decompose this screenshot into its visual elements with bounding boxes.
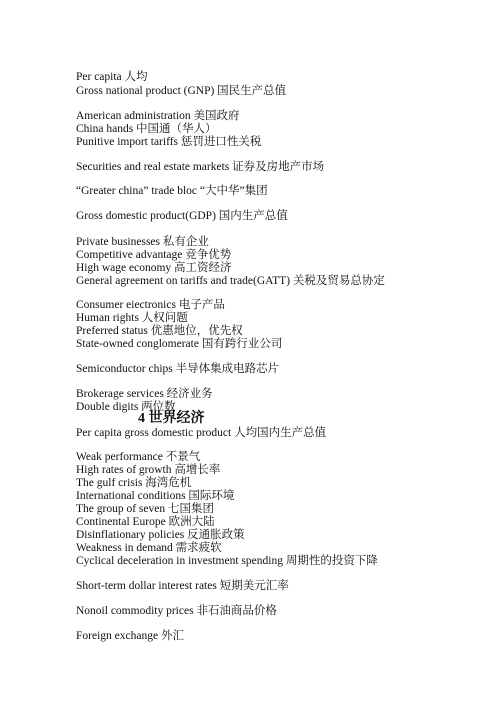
vocab-entry: Per capita 人均 — [76, 71, 148, 83]
vocab-entry: Human rights 人权问题 — [76, 312, 188, 324]
section-heading: 4 世界经济 — [138, 411, 205, 426]
vocab-entry: China hands 中国通（华人） — [76, 123, 217, 135]
vocab-entry: High wage economy 高工资经济 — [76, 262, 232, 274]
vocab-entry: Continental Europe 欧洲大陆 — [76, 516, 215, 528]
vocab-entry: Consumer eiectronics 电子产品 — [76, 299, 225, 311]
vocab-entry: Disinflationary policies 反通胀政策 — [76, 529, 245, 541]
vocab-entry: Semiconductor chips 半导体集成电路芯片 — [76, 363, 280, 375]
vocab-entry: Competitive advantage 竞争优势 — [76, 249, 232, 261]
vocab-entry: General agreement on tariffs and trade(GATT) 关税及贸易总协定 — [76, 275, 385, 287]
vocab-entry: High rates of growth 高增长率 — [76, 464, 221, 476]
vocab-entry: Gross domestic product(GDP) 国内生产总值 — [76, 210, 288, 222]
vocab-entry: Preferred status 优惠地位，优先权 — [76, 325, 243, 337]
vocab-entry: Per capita gross domestic product 人均国内生产总值 — [76, 427, 327, 439]
vocab-entry: Weak performance 不景气 — [76, 451, 201, 463]
vocab-entry: Brokerage services 经济业务 — [76, 388, 213, 400]
vocab-entry: State-owned conglomerate 国有跨行业公司 — [76, 338, 283, 350]
vocab-entry: Securities and real estate markets 证券及房地产市场 — [76, 161, 325, 173]
vocab-entry: The group of seven 七国集团 — [76, 503, 214, 515]
vocab-entry: Gross national product (GNP) 国民生产总值 — [76, 85, 287, 97]
vocab-entry: American administration 美国政府 — [76, 110, 240, 122]
vocab-entry: Double digits 两位数 — [76, 401, 176, 413]
vocab-entry: Weakness in demand 需求疲软 — [76, 542, 222, 554]
vocab-entry: Private businesses 私有企业 — [76, 236, 209, 248]
vocab-entry: “Greater china” trade bloc “大中华”集团 — [76, 185, 268, 197]
vocab-entry: The gulf crisis 海湾危机 — [76, 477, 192, 489]
vocab-entry: Foreign exchange 外汇 — [76, 630, 184, 642]
vocab-entry: Short-term dollar interest rates 短期美元汇率 — [76, 580, 289, 592]
vocab-entry: Nonoil commodity prices 非石油商品价格 — [76, 605, 277, 617]
vocab-entry: Cyclical deceleration in investment spending 周期性的投资下降 — [76, 555, 378, 567]
vocab-entry: International conditions 国际环境 — [76, 490, 235, 502]
vocab-entry: Punitive import tariffs 惩罚进口性关税 — [76, 136, 262, 148]
